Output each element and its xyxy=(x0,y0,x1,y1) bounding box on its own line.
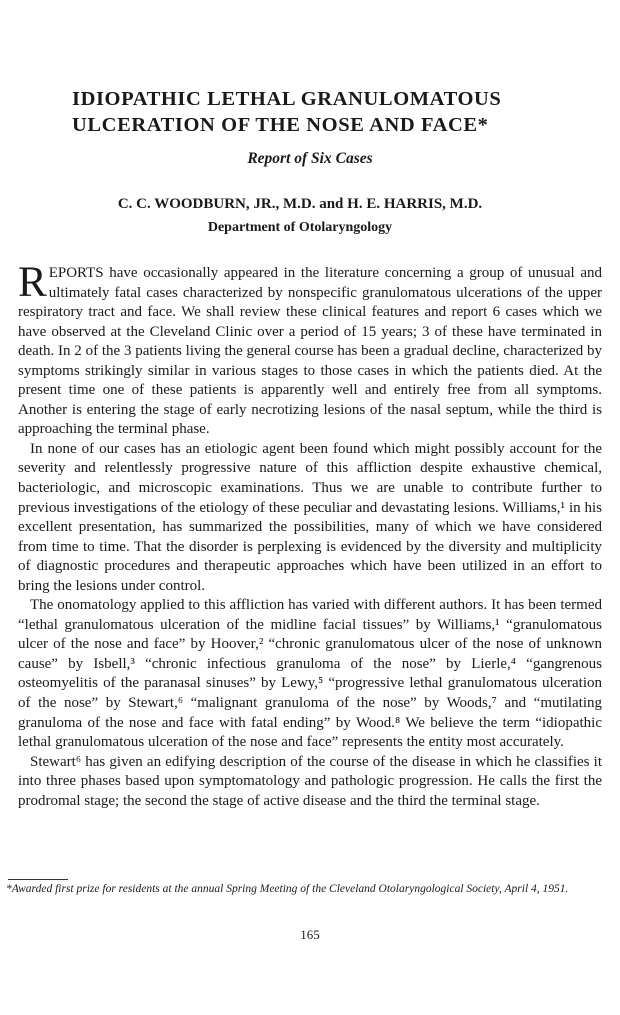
paragraph-1-text: EPORTS have occasionally appeared in the literature concerning a group of unusual and ultimately fatal cases characterized by nonspecific granulomatous ulcerations of the upper respiratory tract and face. We shall review these clinical features and report 6 cases which we have observed at the Cleveland Clinic over a period of 15 years; 3 of these have terminated in death. In 2 of the 3 patients living the general course has been a gradual decline, characterized by symptoms strikingly similar in various stages to those cases in which the patients died. At the present time one of these patients is apparently well and entirely free from all symptoms. Another is entering the stage of early necrotizing lesions of the nasal septum, while the third is approaching the terminal phase. xyxy=(18,265,602,438)
footnote: *Awarded first prize for residents at the annual Spring Meeting of the Cleveland Otolaryngological Society, April 4, 1951. xyxy=(6,883,569,895)
page-number: 165 xyxy=(300,927,320,942)
paragraph-1 xyxy=(18,259,602,440)
paragraph-4: Stewart⁶ has given an edifying description of the course of the disease in which he classifies it into three phases based upon symptomatology and pathologic progression. He calls the first the prodromal stage; the second the stage of active disease and the third the terminal stage. xyxy=(18,753,602,809)
article-title: IDIOPATHIC LETHAL GRANULOMATOUS ULCERATION OF THE NOSE AND FACE* xyxy=(72,88,502,136)
drop-cap: R xyxy=(18,259,47,306)
author-line: C. C. WOODBURN, JR., M.D. and H. E. HARRIS, M.D. xyxy=(117,196,483,212)
department-line: Department of Otolaryngology xyxy=(207,220,393,235)
footnote-rule xyxy=(8,879,68,880)
article-body xyxy=(18,259,602,811)
article-subtitle: Report of Six Cases xyxy=(247,150,373,167)
paragraph-3: The onomatology applied to this affliction has varied with different authors. It has been termed “lethal granulomatous ulceration of the midline facial tissues” by Williams,¹ “granulomatous ulcer of the nose and face” by Hoover,² “chronic granulomatous ulcer of the nose of unknown cause” by Isbell,³ “chronic infectious granuloma of the nose” by Lierle,⁴ “gangrenous osteomyelitis of the paranasal sinuses” by Lewy,⁵ “progressive lethal granulomatous ulceration of the nose” by Stewart,⁶ “malignant granuloma of the nose” by Woods,⁷ and “mutilating granuloma of the nose and face with fatal ending” by Wood.⁸ We believe the term “idiopathic lethal granulomatous ulceration of the nose and face” represents the entity most accurately. xyxy=(18,597,602,751)
paragraph-2: In none of our cases has an etiologic agent been found which might possibly account for the severity and relentlessly progressive nature of this affliction despite exhaustive chemical, bacteriologic, and microscopic examinations. Thus we are unable to contribute further to previous investigations of the etiology of these peculiar and devastating lesions. Williams,¹ in his excellent presentation, has summarized the possibilities, many of which we have considered from time to time. That the disorder is perplexing is evidenced by the diversity and multiplicity of diagnostic procedures and therapeutic approaches which have been utilized in an effort to bring the lesions under control. xyxy=(18,440,602,594)
